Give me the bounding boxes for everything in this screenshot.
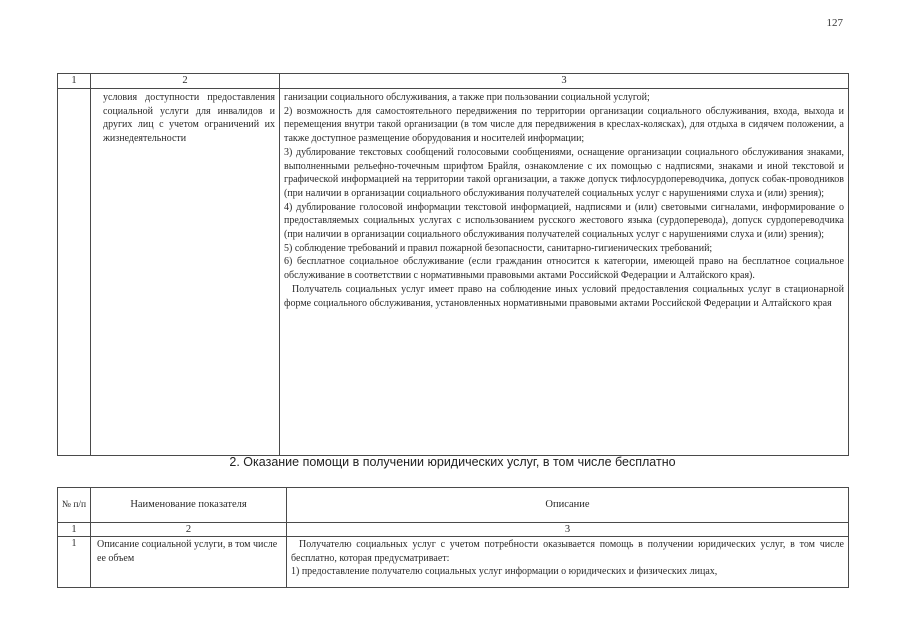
column-number-3: 3 (280, 74, 849, 89)
description-paragraph: Получателю социальных услуг с учетом потребности оказывается помощь в получении юридических услуг, в том числе бесплатно, которая предусматривает: (291, 539, 844, 564)
description-cell (287, 537, 849, 588)
legal-aid-table (57, 487, 849, 588)
description-paragraph: 2) возможность для самостоятельного передвижения по территории организации социального обслуживания, входа, выхода и перемещения внутри такой организации (в том числе для передвижения в креслах-колясках), для отдыха в сидячем положении, а также доступное размещение оборудования и носителей информации; (284, 105, 844, 145)
indicator-text: условия доступности предоставления социальной услуги для инвалидов и других лиц с учетом ограничений их жизнедеятельности (103, 92, 275, 145)
description-paragraph: 3) дублирование текстовых сообщений голосовыми сообщениями, оснащение организации социального обслуживания знаками, выполненными рельефно-точечным шрифтом Брайля, ознакомление с их помощью с надписями, знаками и иной текстовой и графической информацией на территории такой организации, а также допуск тифлосурдопереводчика, допуск собак-проводников (при наличии в организации социального обслуживания получателей социальных услуг с нарушениями слуха и (или) зрения); (284, 146, 844, 199)
conditions-table (57, 73, 849, 456)
table-row (58, 537, 849, 588)
column-number-row (58, 523, 849, 537)
header-row (58, 488, 849, 523)
header-number: № п/п (58, 488, 91, 523)
section-title: 2. Оказание помощи в получении юридических услуг, в том числе бесплатно (229, 455, 676, 469)
column-number-2: 2 (91, 523, 287, 537)
table-row (58, 89, 849, 456)
row-number-cell (58, 89, 91, 456)
header-description: Описание (287, 488, 849, 523)
indicator-cell (91, 537, 287, 588)
description-paragraph: 6) бесплатное социальное обслуживание (если гражданин относится к категории, имеющей право на бесплатное социальное обслуживание в соответствии с нормативными правовыми актами Российской Федерации и Алтайского края). (284, 256, 844, 282)
column-number-2: 2 (91, 74, 280, 89)
description-paragraph: ганизации социального обслуживания, а также при пользовании социальной услугой; (284, 92, 650, 103)
column-number-3: 3 (287, 523, 849, 537)
description-paragraph: Получатель социальных услуг имеет право на соблюдение иных условий предоставления социальных услуг в стационарной форме социального обслуживания, установленных нормативными правовыми актами Российской Федерации и Алтайского края (284, 283, 844, 309)
indicator-text: Описание социальной услуги, в том числе ее объем (97, 539, 278, 564)
column-number-1: 1 (58, 523, 91, 537)
page-number: 127 (826, 17, 843, 29)
description-cell (280, 89, 849, 456)
header-indicator: Наименование показателя (91, 488, 287, 523)
column-number-row (58, 74, 849, 89)
row-number: 1 (58, 537, 91, 588)
description-paragraph: 5) соблюдение требований и правил пожарной безопасности, санитарно-гигиенических требований; (284, 242, 713, 254)
description-paragraph: 4) дублирование голосовой информации текстовой информацией, надписями и (или) световыми сигналами, информирование о предоставляемых социальных услугах с использованием русского жестового языка (сурдоперевода), допуск сурдопереводчика (при наличии в организации социального обслуживания получателей социальных услуг с нарушениями слуха и (или) зрения); (284, 201, 844, 241)
indicator-cell (91, 89, 280, 456)
description-paragraph: 1) предоставление получателю социальных услуг информации о юридических и физических лицах, (291, 566, 718, 578)
column-number-1: 1 (58, 74, 91, 89)
